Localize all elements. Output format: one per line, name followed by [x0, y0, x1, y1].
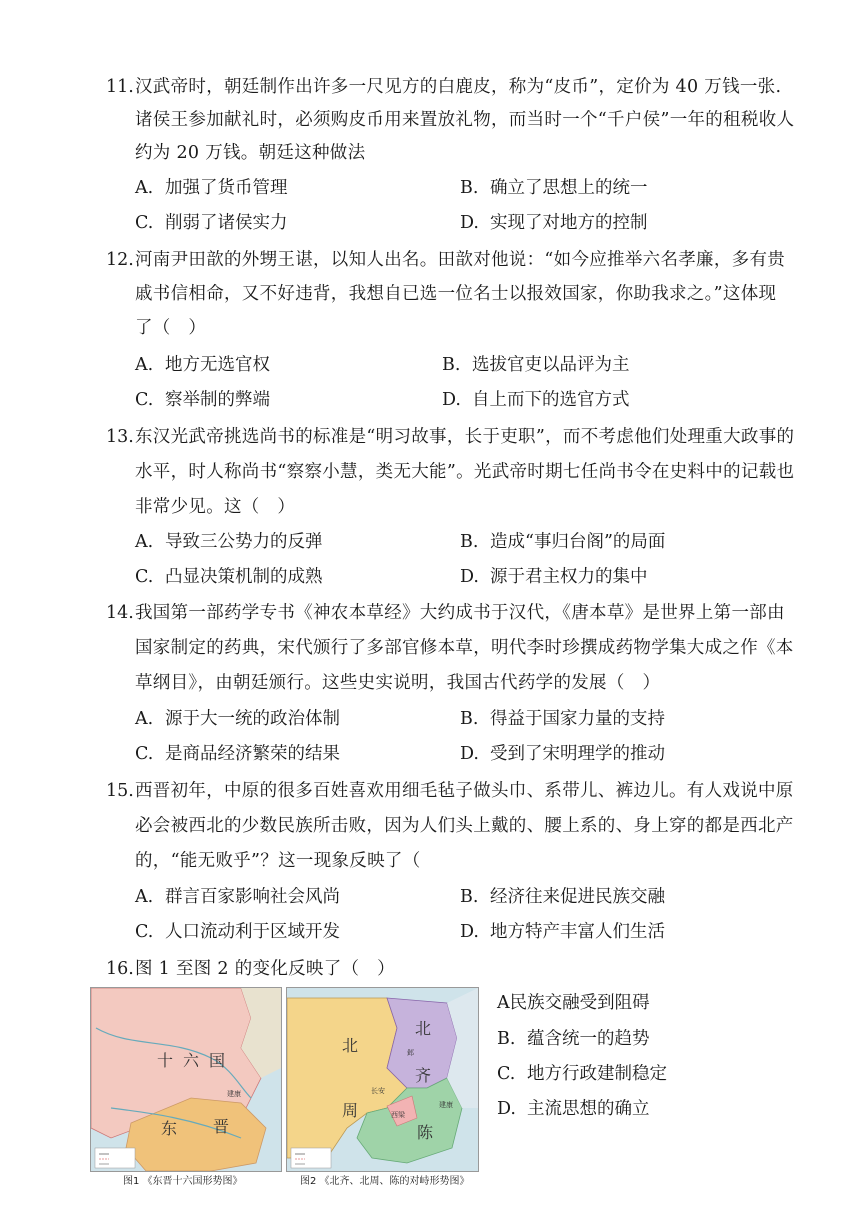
question-text-line: 戚书信相命，又不好违背，我想自已选一位名士以报效国家，你助我求之。”这体现	[135, 284, 777, 304]
map1-label: 六	[183, 1051, 200, 1070]
option-d[interactable]: D. 源于君主权力的集中	[460, 567, 648, 587]
map1-label: 国	[209, 1051, 226, 1070]
map2-label: 北	[342, 1036, 359, 1055]
question-text-line: 河南尹田歆的外甥王谌，以知人出名。田歆对他说：“如今应推举六名孝廉，多有贵	[135, 250, 786, 270]
option-b[interactable]: B. 蕴含统一的趋势	[497, 1029, 650, 1049]
option-b[interactable]: B. 确立了思想上的统一	[460, 178, 648, 198]
map1-label: 东	[161, 1119, 178, 1138]
map2-city-label: 建康	[439, 1101, 453, 1109]
question-text-line: 非常少见。这（ ）	[135, 497, 296, 517]
option-c[interactable]: C. 削弱了诸侯实力	[135, 213, 288, 233]
map2-label: 陈	[417, 1123, 434, 1142]
question-number: 11.	[106, 77, 134, 97]
option-c[interactable]: C. 是商品经济繁荣的结果	[135, 744, 340, 764]
map2-label: 周	[342, 1101, 359, 1120]
option-c[interactable]: C. 人口流动利于区域开发	[135, 922, 340, 942]
map1-drawing	[91, 988, 281, 1171]
option-d[interactable]: D. 受到了宋明理学的推动	[460, 744, 665, 764]
option-b[interactable]: B. 得益于国家力量的支持	[460, 709, 665, 729]
question-text-line: 必会被西北的少数民族所击败，因为人们头上戴的、腰上系的、身上穿的都是西北产	[135, 816, 794, 836]
question-text-line: 草纲目》，由朝廷颁行。这些史实说明，我国古代药学的发展（ ）	[135, 673, 661, 693]
question-text-line: 西晋初年，中原的很多百姓喜欢用细毛毡子做头巾、系带儿、裤边儿。有人戏说中原	[135, 781, 794, 801]
option-a[interactable]: A. 加强了货币管理	[135, 178, 288, 198]
option-b[interactable]: B. 经济往来促进民族交融	[460, 887, 665, 907]
question-text-line: 诸侯王参加献礼时，必须购皮币用来置放礼物，而当时一个“千户侯”一年的租税收人	[135, 110, 795, 130]
map1-caption: 图1 《东晋十六国形势图》	[123, 1176, 243, 1187]
option-d[interactable]: D. 地方特产丰富人们生活	[460, 922, 665, 942]
option-c[interactable]: C. 凸显决策机制的成熟	[135, 567, 323, 587]
question-text-line: 图 1 至图 2 的变化反映了（ ）	[135, 959, 395, 979]
option-a[interactable]: A. 群言百家影响社会风尚	[135, 887, 340, 907]
question-text-line: 约为 20 万钱。朝廷这种做法	[135, 143, 366, 163]
option-c[interactable]: C. 地方行政建制稳定	[497, 1064, 667, 1084]
map2-label: 齐	[415, 1066, 432, 1085]
option-d[interactable]: D. 自上而下的选官方式	[442, 390, 630, 410]
question-number: 13.	[106, 427, 134, 447]
question-number: 15.	[106, 781, 134, 801]
question-text-line: 我国第一部药学专书《神农本草经》大约成书于汉代，《唐本草》是世界上第一部由	[135, 603, 785, 623]
question-text-line: 汉武帝时，朝廷制作出许多一尺见方的白鹿皮，称为“皮币”，定价为 40 万钱一张.	[135, 77, 782, 97]
option-a[interactable]: A. 源于大一统的政治体制	[135, 709, 340, 729]
option-a[interactable]: A. 地方无选官权	[135, 355, 270, 375]
map2-caption: 图2 《北齐、北周、陈的对峙形势图》	[300, 1176, 470, 1187]
question-text-line: 了（ ）	[135, 318, 207, 338]
option-b[interactable]: B. 选拔官吏以品评为主	[442, 355, 630, 375]
map2-city-label: 长安	[371, 1087, 385, 1095]
map1-city-label: 建康	[227, 1090, 241, 1098]
option-c[interactable]: C. 察举制的弊端	[135, 390, 270, 410]
question-number: 12.	[106, 250, 134, 270]
option-a[interactable]: A. 导致三公势力的反弹	[135, 532, 323, 552]
option-a[interactable]: A民族交融受到阻碍	[497, 993, 650, 1013]
option-d[interactable]: D. 实现了对地方的控制	[460, 213, 648, 233]
map-northern-qi-zhou-chen	[286, 987, 479, 1172]
map-eastern-jin-sixteen-kingdoms	[90, 987, 282, 1172]
option-b[interactable]: B. 造成“事归台阁”的局面	[460, 532, 666, 552]
question-text-line: 国家制定的药典，宋代颁行了多部官修本草，明代李时珍撰成药物学集大成之作《本	[135, 638, 794, 658]
map2-city-label: 西梁	[391, 1111, 405, 1119]
map1-label: 十	[157, 1051, 174, 1070]
map2-city-label: 邺	[407, 1049, 414, 1057]
map1-label: 晋	[213, 1117, 230, 1136]
question-text-line: 东汉光武帝挑选尚书的标准是“明习故事，长于吏职”，而不考虑他们处理重大政事的	[135, 427, 795, 447]
question-text-line: 的，“能无败乎”？这一现象反映了（	[135, 851, 421, 871]
map2-label: 北	[415, 1019, 432, 1038]
question-number: 14.	[106, 603, 134, 623]
map2-drawing	[287, 988, 478, 1171]
option-d[interactable]: D. 主流思想的确立	[497, 1099, 650, 1119]
question-number: 16.	[106, 959, 134, 979]
question-text-line: 水平，时人称尚书“察察小慧，类无大能”。光武帝时期七任尚书令在史料中的记载也	[135, 462, 795, 482]
